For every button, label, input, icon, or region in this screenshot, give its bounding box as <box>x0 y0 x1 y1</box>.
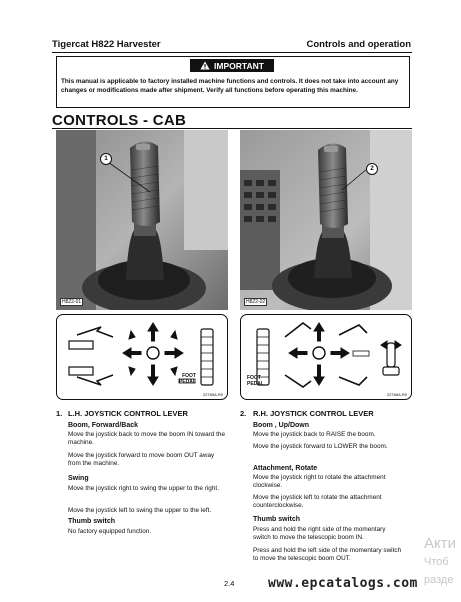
foot-pedal-label-right <box>247 375 264 387</box>
important-label: IMPORTANT <box>214 60 264 71</box>
right-boom-text-1: Move the joystick back to RAISE the boom. <box>253 431 376 438</box>
callout-2: 2 <box>366 163 378 175</box>
section-divider <box>52 128 412 129</box>
right-item-number: 2. <box>240 409 247 418</box>
foot-pedal-label-left-line1: FOOT <box>182 373 196 379</box>
right-attach-heading: Attachment, Rotate <box>253 465 318 472</box>
right-control-pattern-illustration <box>241 315 412 400</box>
manual-title: Tigercat H822 Harvester <box>52 39 161 50</box>
left-boom-text-2: Move the joystick forward to move boom OUT away from the machine. <box>68 452 215 468</box>
right-attach-text-1: Move the joystick right to rotate the attachment clockwise. <box>253 474 386 490</box>
right-thumb-text-2: Press and hold the left side of the momentary switch to move the telescopic boom OUT. <box>253 547 402 563</box>
left-item-title: L.H. JOYSTICK CONTROL LEVER <box>68 409 188 418</box>
source-url: www.epcatalogs.com <box>268 576 418 591</box>
diagram-ref-right: 22766A.R0 <box>386 392 407 397</box>
right-attach-text-2: Move the joystick left to rotate the attachment counterclockwise. <box>253 494 382 510</box>
important-text: This manual is applicable to factory installed machine functions and controls. It does not take into account any changes or modifications made after shipment. Verify all functions before operating this machine. <box>61 78 399 94</box>
diagram-ref-left: 22765A.R0 <box>202 392 223 397</box>
watermark-line-1: Акти <box>424 535 456 552</box>
left-swing-heading: Swing <box>68 475 89 482</box>
watermark-line-2: Чтоб <box>424 556 449 568</box>
left-joystick-illustration <box>56 130 228 310</box>
left-boom-heading: Boom, Forward/Back <box>68 422 139 429</box>
right-boom-heading: Boom , Up/Down <box>253 422 309 429</box>
right-joystick-diagram <box>240 314 412 400</box>
chapter-title: Controls and operation <box>306 39 411 50</box>
right-boom-text-2: Move the joystick forward to LOWER the boom. <box>253 443 388 450</box>
important-banner <box>190 59 274 72</box>
right-thumb-heading: Thumb switch <box>253 516 301 523</box>
foot-pedal-label-right-line2: PEDAL <box>247 381 264 387</box>
page-number: 2.4 <box>224 579 235 588</box>
left-joystick-photo <box>56 130 228 310</box>
right-joystick-illustration <box>240 130 412 310</box>
photo-tag-left: H822-01 <box>62 299 82 305</box>
header-divider <box>52 52 412 53</box>
left-thumb-text: No factory equipped function. <box>68 528 152 535</box>
section-title: CONTROLS - CAB <box>52 112 187 129</box>
left-swing-text-2: Move the joystick left to swing the upper to the left. <box>68 507 212 514</box>
right-item-title: R.H. JOYSTICK CONTROL LEVER <box>253 409 374 418</box>
photo-tag-right: H822-02 <box>246 299 266 305</box>
callout-1: 1 <box>100 153 112 165</box>
left-thumb-heading: Thumb switch <box>68 518 116 525</box>
right-joystick-photo <box>240 130 412 310</box>
warning-icon <box>200 61 210 70</box>
right-thumb-text-1: Press and hold the right side of the momentary switch to move the telescopic boom IN. <box>253 526 386 542</box>
left-joystick-diagram <box>56 314 228 400</box>
foot-pedal-label-right-line1: FOOT <box>247 375 261 381</box>
watermark-line-3: разде <box>424 574 454 586</box>
foot-pedal-label-left-line2: PEDAL <box>179 379 196 385</box>
left-control-pattern-illustration <box>57 315 228 400</box>
foot-pedal-label-left <box>179 373 196 385</box>
left-swing-text-1: Move the joystick right to swing the upper to the right. <box>68 485 219 492</box>
left-boom-text-1: Move the joystick back to move the boom IN toward the machine. <box>68 431 225 447</box>
left-item-number: 1. <box>56 409 63 418</box>
